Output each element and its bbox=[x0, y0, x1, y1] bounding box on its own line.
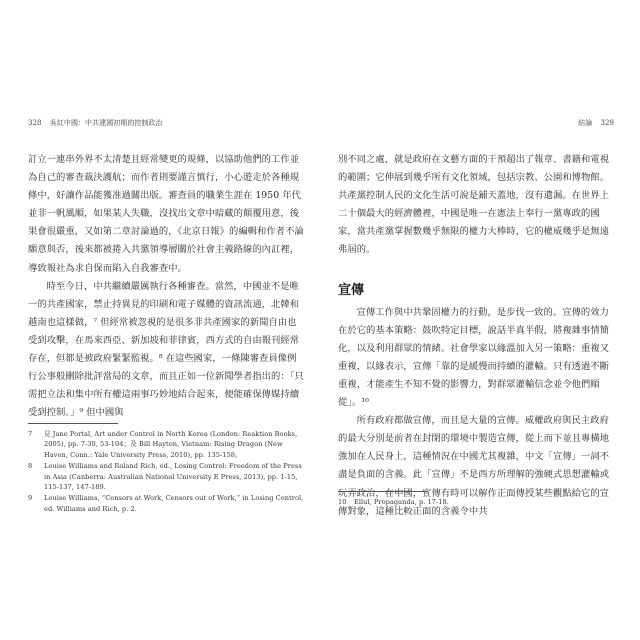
footnote-number: 10 bbox=[338, 498, 347, 506]
left-footnotes bbox=[28, 429, 304, 515]
footnote-10 bbox=[338, 497, 614, 507]
right-body-text bbox=[338, 151, 614, 521]
footnote-7 bbox=[28, 429, 304, 460]
right-page bbox=[338, 118, 614, 538]
right-footnotes bbox=[338, 497, 614, 508]
left-paragraph-1: 訂立一連串外界不太清楚且經常變更的規條，以協助他們的工作並為自己的審查裁決護航；而作者則要謹言慎行，小心遊走於各種規條中，好讓作品能獲准過關出版。審查員的職業生涯在 1950 年代並非一帆風順，如果某人失職，沒找出文章中暗藏的顛覆用意，後果會很嚴重，又如第二章討論過的，《北京日報》的編輯和作者不論願意與否，後來都被捲入共黨領導層關於社會主義路線的內訌裡，導致報社為求自保而陷入自我審查中。 bbox=[28, 154, 304, 274]
left-running-title: 吳紅中國：中共建國初期的控制政治 bbox=[49, 119, 163, 127]
right-running-head bbox=[338, 118, 614, 128]
footnote-text: 見 Jane Portal, Art under Control in North Korea (London: Reaktion Books, 2005), pp. 7-30, 53-104；及 Bill Hayton, Vietnam: Rising Dragon (New Haven, Conn.: Yale University Press, 2010), pp. 135-158。 bbox=[44, 430, 298, 459]
footnote-number: 9 bbox=[28, 494, 33, 503]
footnote-text: Ellul, Propaganda, p. 17-18. bbox=[354, 498, 449, 506]
footnote-9 bbox=[28, 493, 304, 514]
left-body-text bbox=[28, 151, 304, 422]
footnote-text: Louise Williams, “Censors at Work, Censors out of Work,” in Losing Control, ed. Williams and Rich, p. 2. bbox=[44, 494, 304, 513]
right-paragraph-3: 所有政府都做宣傳，而且是大量的宣傳。威權政府與民主政府的最大分別是前者在封閉的環境中製造宣傳，從上而下並且專橫地強加在人民身上，這種情況在中國尤其複雜，中文「宣傳」一詞不盡是負面的含義。此「宣傳」不是西方所理解的強硬式思想灌輸或玩弄政治，在中國，宣傳有時可以解作正面傳授某些觀點給它的宣傳對象，這種比較正面的含義令中共 bbox=[338, 415, 610, 517]
left-running-head bbox=[28, 118, 304, 128]
footnote-number: 8 bbox=[28, 462, 33, 471]
left-page-number: 328 bbox=[28, 119, 42, 127]
right-paragraph-1: 別不同之處，就是政府在文藝方面的干預超出了報章、書籍和電視的範圍；它伸展到幾乎所有文化領域，包括宗教、公園和博物館。共產黨控制人民的文化生活可說是鋪天蓋地，沒有遺漏。在世界上二十個最大的經濟體裡，中國是唯一在憲法上奉行一黨專政的國家，當共產黨掌握數幾乎無限的權力大棒時，它的權威幾乎是無遠弗屆的。 bbox=[338, 154, 610, 256]
footnote-number: 7 bbox=[28, 430, 33, 438]
left-footnote-rule bbox=[28, 423, 118, 424]
right-footnote-rule bbox=[338, 491, 428, 492]
right-running-title: 結論 bbox=[578, 119, 593, 127]
footnote-8 bbox=[28, 461, 304, 492]
section-heading: 宣傳 bbox=[338, 282, 365, 298]
left-paragraph-2: 時至今日，中共繼續嚴厲執行各種審查。當然，中國並不是唯一的共產國家，禁止持異見的印刷和電子媒體的資訊流通，北韓和越南也這樣做，⁷ 但經常被忽視的是很多非共產國家的新聞自由也受到攻擊，在馬來西亞、新加坡和菲律賓，西方式的自由報刊經常存在，但都是被政府緊緊監視。⁸ 在這些國家，一條陳審查員像例行公事般刪除批評當局的文章，而且正如一位新聞學者指出的：「只需把立法和集中所有權這兩事巧妙地結合起來，便能確保傳媒持續受到控制。」⁹ 但中國與 bbox=[28, 280, 304, 419]
right-page-number: 329 bbox=[600, 119, 614, 127]
right-paragraph-2: 宣傳工作與中共鞏固權力的行動，是步伐一致的。宣傳的效力在於它的基本策略：鼓吹特定目標，說話半真半假，將複雜事情簡化，以及利用群眾的情緒。社會學家以緣溫加入另一策略：重複又重複，以緣表示，宣傳「靠的是緩慢而持續的灌輸。只有透過不斷重複，才能產生不知不覺的影響力，對群眾灌輸信念並令他們順從」。¹⁰ bbox=[338, 306, 610, 409]
footnote-text: Louise Williams and Roland Rich, ed., Losing Control: Freedom of the Press in Asia (Canberra: Australian National University E Press, 2013), pp. 1-15, 115-137, 147-189. bbox=[44, 462, 302, 492]
left-page bbox=[28, 118, 304, 538]
